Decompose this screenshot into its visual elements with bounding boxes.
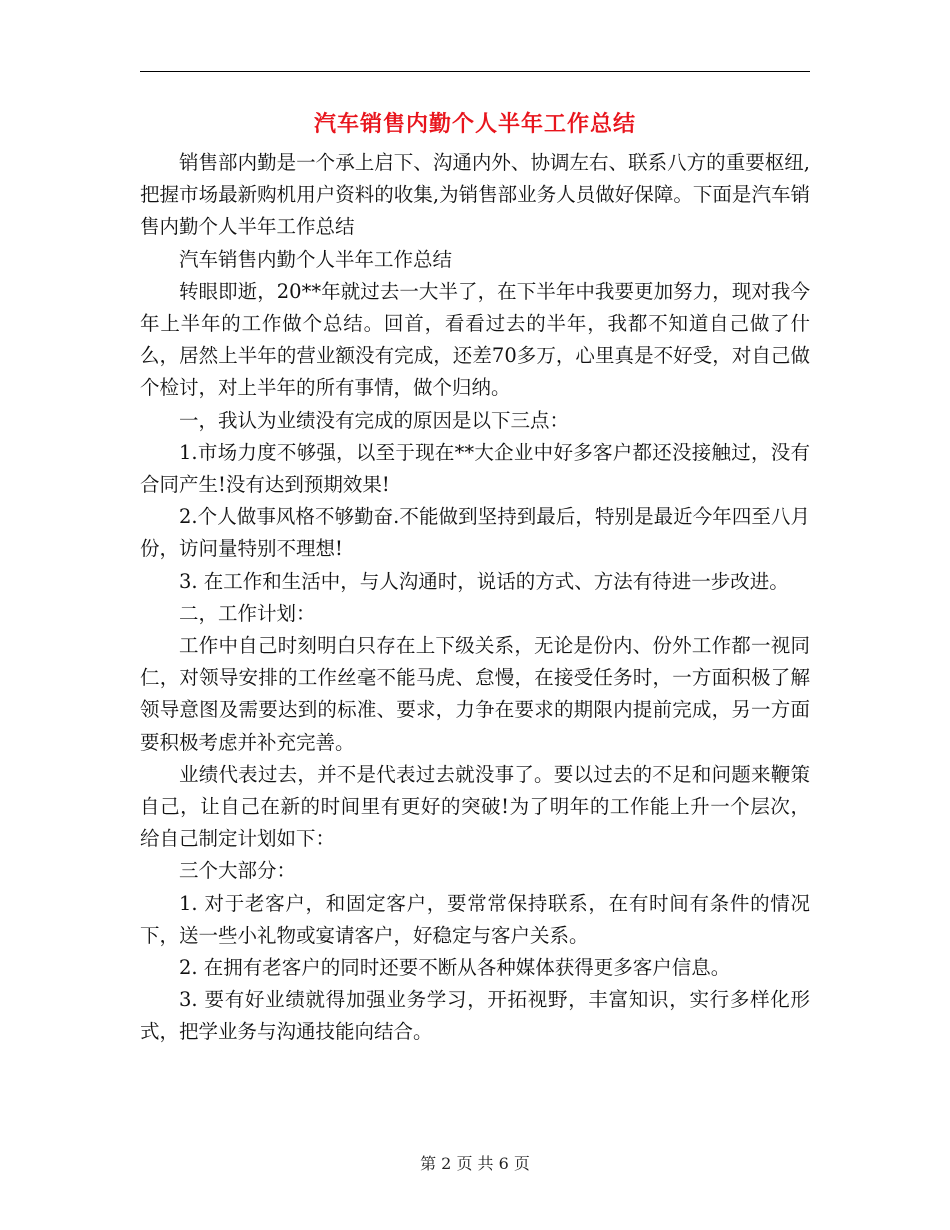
paragraph: 转眼即逝，20**年就过去一大半了，在下半年中我要更加努力，现对我今年上半年的工作做个总结。回首，看看过去的半年，我都不知道自己做了什么，居然上半年的营业额没有完成，还差70多万，心里真是不好受，对自己做个检讨，对上半年的所有事情，做个归纳。 — [140, 279, 810, 400]
paragraph: 2.个人做事风格不够勤奋.不能做到坚持到最后，特别是最近今年四至八月份，访问量特别不理想! — [140, 505, 810, 561]
header-rule — [140, 71, 810, 72]
paragraph: 业绩代表过去，并不是代表过去就没事了。要以过去的不足和问题来鞭策自己，让自己在新的时间里有更好的突破!为了明年的工作能上升一个层次，给自己制定计划如下： — [140, 762, 810, 851]
document-body — [140, 147, 810, 1049]
page-number-label: 第 2 页 共 6 页 — [420, 1154, 530, 1173]
paragraph: 3. 要有好业绩就得加强业务学习，开拓视野，丰富知识，实行多样化形式，把学业务与沟通技能向结合。 — [140, 988, 810, 1044]
paragraph: 1.市场力度不够强，以至于现在**大企业中好多客户都还没接触过，没有合同产生!没有达到预期效果! — [140, 440, 810, 497]
paragraph: 汽车销售内勤个人半年工作总结 — [179, 247, 453, 271]
paragraph: 3. 在工作和生活中，与人沟通时，说话的方式、方法有待进一步改进。 — [179, 569, 789, 593]
paragraph: 1. 对于老客户，和固定客户，要常常保持联系，在有时间有条件的情况下，送一些小礼物或宴请客户，好稳定与客户关系。 — [140, 891, 810, 947]
paragraph: 二，工作计划： — [179, 601, 316, 625]
document-title: 汽车销售内勤个人半年工作总结 — [313, 111, 636, 137]
paragraph: 工作中自己时刻明白只存在上下级关系，无论是份内、份外工作都一视同仁，对领导安排的工作丝毫不能马虎、怠慢，在接受任务时，一方面积极了解领导意图及需要达到的标准、要求，力争在要求的期限内提前完成，另一方面要积极考虑并补充完善。 — [140, 634, 810, 754]
paragraph: 一，我认为业绩没有完成的原因是以下三点： — [179, 408, 570, 432]
paragraph: 2. 在拥有老客户的同时还要不断从各种媒体获得更多客户信息。 — [179, 956, 731, 980]
paragraph: 销售部内勤是一个承上启下、沟通内外、协调左右、联系八方的重要枢纽,把握市场最新购机用户资料的收集,为销售部业务人员做好保障。下面是汽车销售内勤个人半年工作总结 — [140, 151, 810, 239]
paragraph: 三个大部分： — [179, 859, 297, 883]
page-footer — [0, 1152, 950, 1176]
